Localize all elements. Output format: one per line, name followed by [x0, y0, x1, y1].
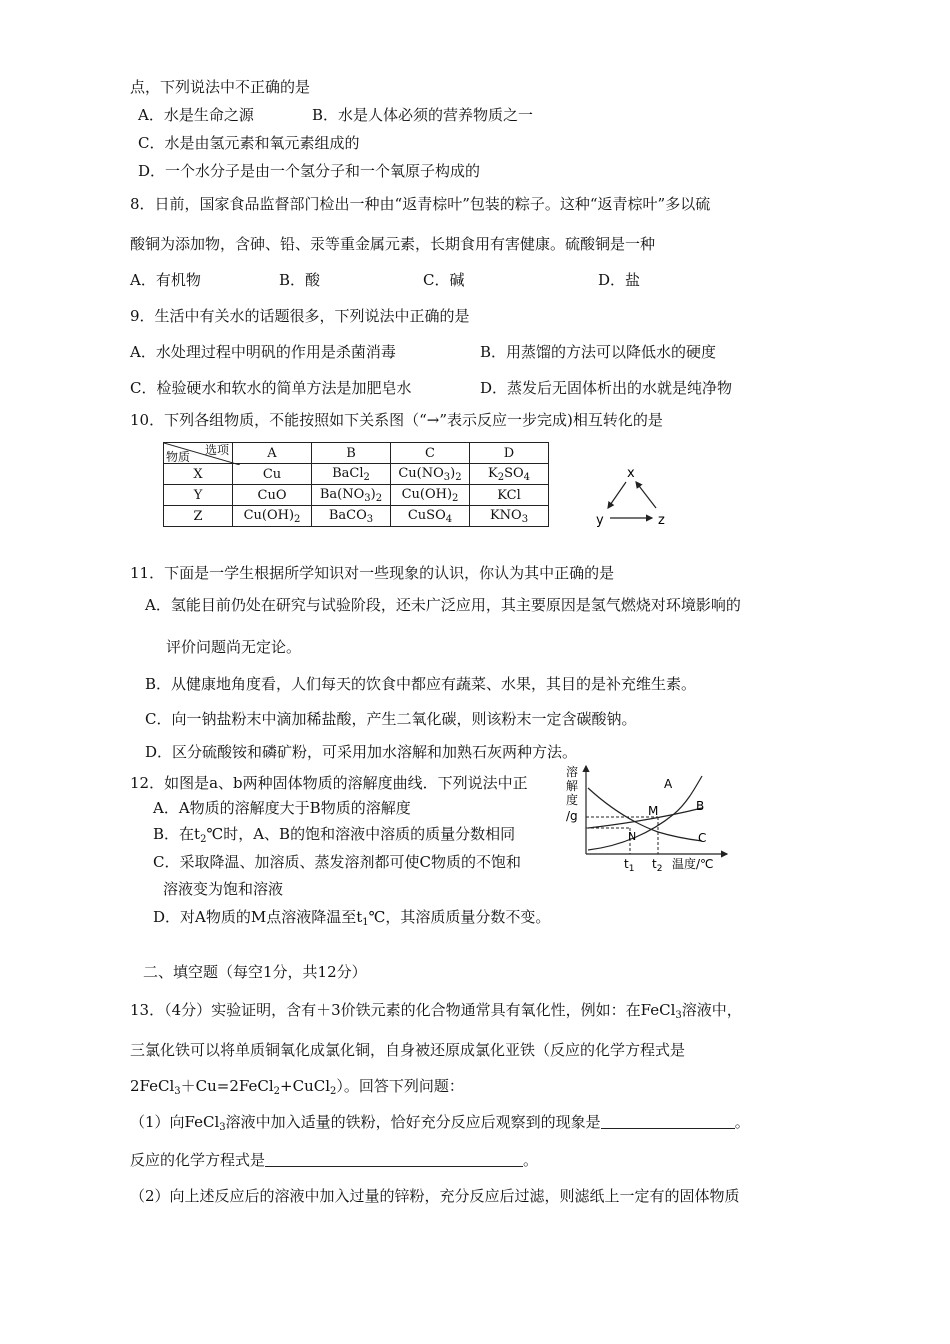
- label-a: A: [664, 777, 673, 791]
- q12-stem: 12．如图是a、b两种固体物质的溶解度曲线．下列说法中正: [130, 774, 528, 792]
- q8-option-c: C．碱: [423, 271, 465, 289]
- q8-option-d: D．盐: [598, 271, 641, 289]
- q7-option-a: A．水是生命之源: [138, 106, 254, 124]
- row-label: Z: [164, 506, 233, 527]
- section-title: 二、填空题（每空1分，共12分）: [143, 963, 367, 981]
- table-cell: KCl: [470, 485, 549, 506]
- relation-diagram: [590, 462, 680, 534]
- table-cell: $Cu(OH)_2$: [391, 485, 470, 506]
- header-d: D: [470, 443, 549, 464]
- q11-stem: 11．下面是一学生根据所学知识对一些现象的认识，你认为其中正确的是: [130, 564, 615, 582]
- q13-part-1: （1）向FeCl$_3$溶液中加入适量的铁粉，恰好充分反应后观察到的现象是 。: [130, 1113, 750, 1133]
- q11-option-c: C．向一钠盐粉末中滴加稀盐酸，产生二氧化碳，则该粉末一定含碳酸钠。: [145, 710, 637, 728]
- arrow-x-to-y: [608, 482, 626, 508]
- arrow-z-to-x: [636, 482, 656, 508]
- q9-stem: 9．生活中有关水的话题很多，下列说法中正确的是: [130, 307, 470, 325]
- solubility-graph: [562, 762, 742, 874]
- label-n: N: [628, 830, 637, 843]
- q7-option-d: D．一个水分子是由一个氢分子和一个氧原子构成的: [138, 162, 481, 180]
- q8-line-2: 酸铜为添加物，含砷、铅、汞等重金属元素，长期食用有害健康。硫酸铜是一种: [130, 235, 656, 253]
- node-z: z: [658, 513, 665, 528]
- q13-line-2: 三氯化铁可以将单质铜氧化成氯化铜，自身被还原成氯化亚铁（反应的化学方程式是: [130, 1041, 686, 1059]
- q12-option-b: B．在$t_2℃$时，A、B的饱和溶液中溶质的质量分数相同: [153, 825, 516, 845]
- q7-stem: 点，下列说法中不正确的是: [130, 78, 311, 96]
- answer-blank-1[interactable]: [601, 1114, 735, 1129]
- table-cell: CuSO$_4$: [391, 506, 470, 527]
- table-cell: CuO: [233, 485, 312, 506]
- curve-b: [588, 808, 702, 828]
- label-t2: $t_2$: [652, 857, 663, 874]
- table-cell: $KNO_3$: [470, 506, 549, 527]
- corner-bottom-label: 物质: [166, 450, 191, 464]
- q10-stem: 10．下列各组物质，不能按照如下关系图（“→”表示反应一步完成)相互转化的是: [130, 411, 663, 429]
- q13-equation: 2FeCl$_3$＋Cu=2FeCl$_2$+CuCl$_2$）。回答下列问题：: [130, 1077, 464, 1097]
- q13-part-1-equation: 反应的化学方程式是 。: [130, 1151, 539, 1169]
- q13-line-1: 13．（4分）实验证明，含有＋3价铁元素的化合物通常具有氧化性，例如：在FeCl$_3$溶液中，: [130, 1001, 742, 1021]
- y-axis-label-3: 度: [566, 793, 579, 807]
- table-row: [164, 485, 549, 506]
- label-c: C: [698, 831, 707, 845]
- q11-option-a: A．氢能目前仍处在研究与试验阶段，还未广泛应用，其主要原因是氢气燃烧对环境影响的: [145, 596, 741, 614]
- q12-option-d: D．对A物质的M点溶液降温至$t_1℃$，其溶质质量分数不变。: [153, 908, 551, 928]
- label-t1: $t_1$: [624, 857, 635, 874]
- header-b: B: [312, 443, 391, 464]
- row-label: X: [164, 464, 233, 485]
- q13-part-2: （2）向上述反应后的溶液中加入过量的锌粉，充分反应后过滤，则滤纸上一定有的固体物质: [130, 1187, 740, 1205]
- q8-option-b: B．酸: [279, 271, 321, 289]
- node-x: x: [627, 466, 635, 481]
- row-label: Y: [164, 485, 233, 506]
- q9-option-d: D．蒸发后无固体析出的水就是纯净物: [480, 379, 733, 397]
- q11-option-d: D．区分硫酸铵和磷矿粉，可采用加水溶解和加熟石灰两种方法。: [145, 743, 578, 761]
- y-axis-label-1: 溶: [566, 765, 579, 779]
- header-a: A: [233, 443, 312, 464]
- corner-top-label: 选项: [204, 443, 229, 457]
- table-corner-cell: [164, 443, 233, 464]
- q8-option-a: A．有机物: [130, 271, 201, 289]
- q7-option-c: C．水是由氢元素和氧元素组成的: [138, 134, 360, 152]
- label-b: B: [696, 799, 705, 813]
- table-cell: Cu: [233, 464, 312, 485]
- table-cell: $Cu(OH)_2$: [233, 506, 312, 527]
- table-row: [164, 506, 549, 527]
- q8-line-1: 8．日前，国家食品监督部门检出一种由“返青棕叶”包装的粽子。这种“返青棕叶”多以硫: [130, 195, 711, 213]
- q9-option-a: A．水处理过程中明矾的作用是杀菌消毒: [130, 343, 396, 361]
- x-axis-label: 温度/℃: [672, 857, 714, 871]
- header-c: C: [391, 443, 470, 464]
- table-cell: BaCO$_3$: [312, 506, 391, 527]
- table-row: [164, 464, 549, 485]
- q9-option-b: B．用蒸馏的方法可以降低水的硬度: [480, 343, 717, 361]
- q11-option-b: B．从健康地角度看，人们每天的饮食中都应有蔬菜、水果，其目的是补充维生素。: [145, 675, 697, 693]
- y-axis-label-2: 解: [566, 779, 579, 793]
- table-cell: $Ba(NO_3)_2$: [312, 485, 391, 506]
- q12-option-c-cont: 溶液变为饱和溶液: [163, 880, 284, 898]
- label-m: M: [648, 804, 659, 818]
- node-y: y: [596, 513, 604, 528]
- q10-table: [163, 442, 549, 527]
- table-cell: $K_2SO_4$: [470, 464, 549, 485]
- table-cell: $Cu(NO_3)_2$: [391, 464, 470, 485]
- q12-option-c: C．采取降温、加溶质、蒸发溶剂都可使C物质的不饱和: [153, 853, 521, 871]
- q7-option-b: B．水是人体必须的营养物质之一: [312, 106, 534, 124]
- q12-option-a: A．A物质的溶解度大于B物质的溶解度: [153, 799, 411, 817]
- y-axis-label-4: /g: [566, 809, 578, 823]
- q11-option-a-cont: 评价问题尚无定论。: [166, 638, 302, 656]
- table-cell: BaCl$_2$: [312, 464, 391, 485]
- q9-option-c: C．检验硬水和软水的简单方法是加肥皂水: [130, 379, 412, 397]
- answer-blank-2[interactable]: [265, 1152, 523, 1167]
